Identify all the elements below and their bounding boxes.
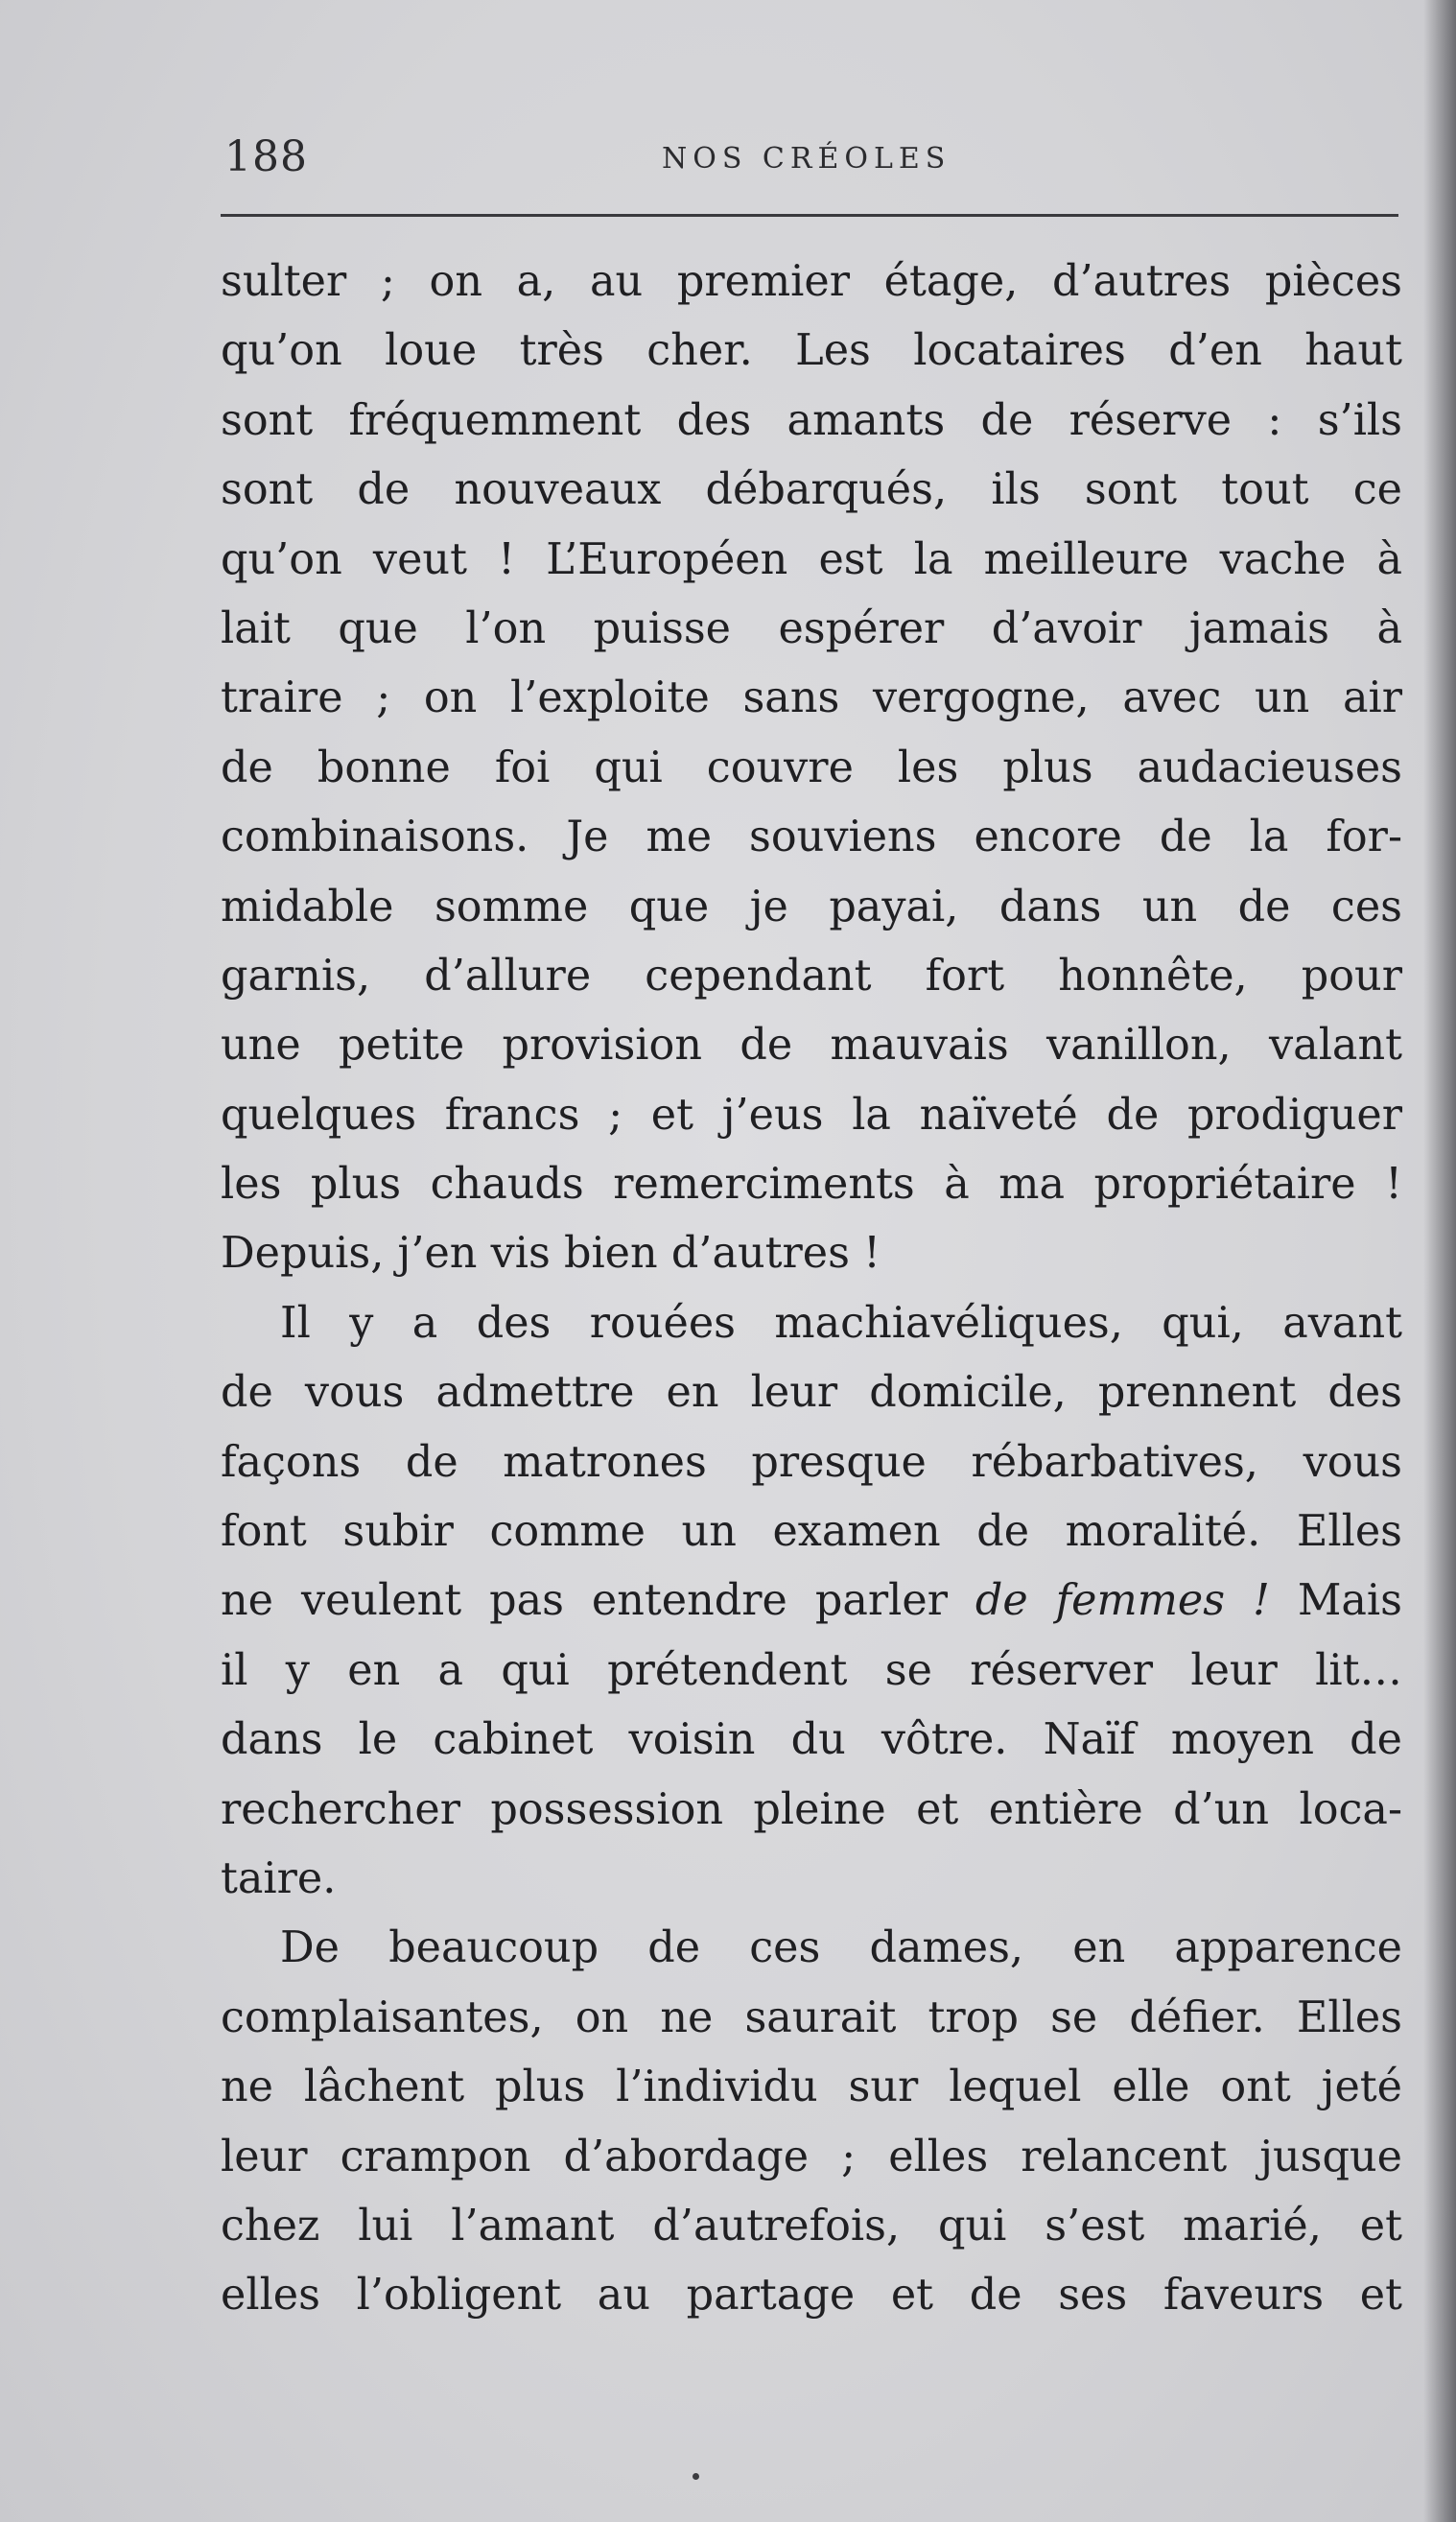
header-rule bbox=[221, 214, 1398, 217]
text-line: leur crampon d’abordage ; elles relancent jusque bbox=[221, 2132, 1402, 2181]
text-line: elles l’obligent au partage et de ses faveurs et bbox=[221, 2271, 1402, 2321]
text-line: midable somme que je payai, dans un de ces bbox=[221, 882, 1402, 931]
text-line: rechercher possession pleine et entière d’un loca- bbox=[221, 1784, 1402, 1834]
paragraph-2 bbox=[221, 1289, 1402, 1915]
text-line: une petite provision de mauvais vanillon, valant bbox=[221, 1021, 1402, 1071]
text-line: qu’on veut ! L’Européen est la meilleure vache à bbox=[221, 534, 1402, 584]
text-line: sont de nouveaux débarqués, ils sont tout ce bbox=[221, 465, 1402, 515]
page-edge-shadow bbox=[1423, 0, 1456, 2522]
text-line: complaisantes, on ne saurait trop se défier. Elles bbox=[221, 1992, 1402, 2042]
text-line: lait que l’on puisse espérer d’avoir jamais à bbox=[221, 603, 1402, 653]
page-number: 188 bbox=[224, 132, 308, 181]
text-line: de bonne foi qui couvre les plus audacieuses bbox=[221, 742, 1402, 792]
text-line: sont fréquemment des amants de réserve : s’ils bbox=[221, 395, 1402, 445]
text-line: garnis, d’allure cependant fort honnête, pour bbox=[221, 951, 1402, 1001]
text-line: taire. bbox=[221, 1853, 337, 1903]
text-line: il y en a qui prétendent se réserver leur lit… bbox=[221, 1645, 1402, 1695]
text-line: de vous admettre en leur domicile, prennent des bbox=[221, 1368, 1402, 1418]
text-line: Il y a des rouées machiavéliques, qui, avant bbox=[280, 1298, 1402, 1348]
text-line: sulter ; on a, au premier étage, d’autres pièces bbox=[221, 257, 1402, 306]
paragraph-3 bbox=[221, 1914, 1402, 2330]
text-line: traire ; on l’exploite sans vergogne, avec un air bbox=[221, 673, 1402, 723]
body-text bbox=[221, 247, 1402, 2331]
text-segment: ne veulent pas entendre parler bbox=[221, 1576, 975, 1626]
text-line: Depuis, j’en vis bien d’autres ! bbox=[221, 1229, 881, 1279]
text-line: quelques francs ; et j’eus la naïveté de prodiguer bbox=[221, 1090, 1402, 1140]
text-line: font subir comme un examen de moralité. Elles bbox=[221, 1507, 1402, 1557]
text-line: les plus chauds remerciments à ma propriétaire ! bbox=[221, 1160, 1402, 1210]
text-line-with-italic bbox=[221, 1567, 1402, 1636]
ink-speck bbox=[693, 2473, 699, 2480]
running-title: NOS CRÉOLES bbox=[662, 142, 951, 176]
text-line: qu’on loue très cher. Les locataires d’en haut bbox=[221, 326, 1402, 376]
text-line: ne lâchent plus l’individu sur lequel elle ont jeté bbox=[221, 2062, 1402, 2112]
text-line: combinaisons. Je me souviens encore de la for- bbox=[221, 813, 1402, 862]
text-line: De beaucoup de ces dames, en apparence bbox=[280, 1923, 1402, 1973]
text-line: dans le cabinet voisin du vôtre. Naïf moyen de bbox=[221, 1715, 1402, 1765]
page-header bbox=[221, 123, 1400, 209]
text-segment: Mais bbox=[1269, 1576, 1402, 1626]
paragraph-1 bbox=[221, 247, 1402, 1289]
text-line: chez lui l’amant d’autrefois, qui s’est marié, et bbox=[221, 2201, 1402, 2251]
italic-phrase: de femmes ! bbox=[975, 1576, 1270, 1626]
text-line: façons de matrones presque rébarbatives, vous bbox=[221, 1437, 1402, 1487]
